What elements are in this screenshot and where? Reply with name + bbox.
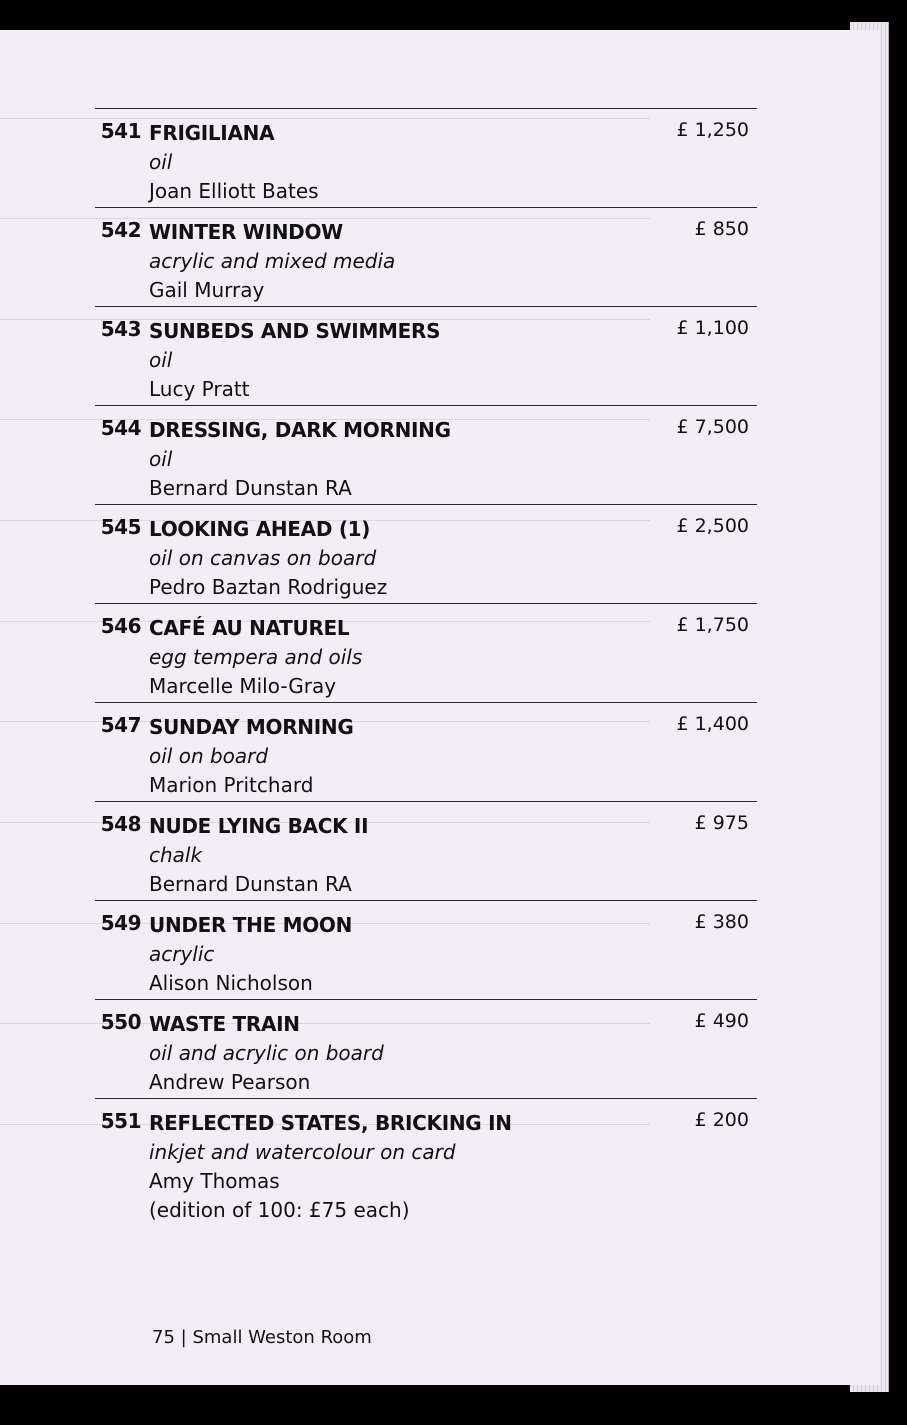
entry-medium: oil (149, 150, 173, 174)
catalogue-entry-544 (95, 405, 757, 504)
entry-number: 548 (100, 812, 141, 836)
entry-medium: oil and acrylic on board (149, 1041, 384, 1065)
entry-title: SUNDAY MORNING (149, 715, 354, 739)
catalogue-entry-545 (95, 504, 757, 603)
entry-details (149, 515, 669, 602)
entry-title: WINTER WINDOW (149, 220, 343, 244)
entry-medium: oil on canvas on board (149, 546, 377, 570)
entry-medium: acrylic (149, 942, 215, 966)
catalogue-page (0, 30, 880, 1385)
entry-number: 547 (100, 713, 141, 737)
entry-number: 541 (100, 119, 141, 143)
entry-price: £ 2,500 (676, 515, 749, 537)
entry-price: £ 1,100 (676, 317, 749, 339)
entry-medium: egg tempera and oils (149, 645, 363, 669)
catalogue-entry-549 (95, 900, 757, 999)
entry-title: UNDER THE MOON (149, 913, 353, 937)
entry-medium: oil on board (149, 744, 269, 768)
entry-artist: Pedro Baztan Rodriguez (149, 575, 388, 599)
entry-details (149, 713, 669, 800)
entry-title: FRIGILIANA (149, 121, 275, 145)
entry-medium: oil (149, 348, 173, 372)
entry-title: NUDE LYING BACK II (149, 814, 369, 838)
entry-details (149, 218, 669, 305)
catalogue-entry-543 (95, 306, 757, 405)
entry-price: £ 490 (694, 1010, 749, 1032)
entry-price: £ 200 (694, 1109, 749, 1131)
catalogue-entry-547 (95, 702, 757, 801)
entry-price: £ 850 (694, 218, 749, 240)
entry-artist: Andrew Pearson (149, 1070, 311, 1094)
entry-price: £ 7,500 (676, 416, 749, 438)
entry-price: £ 975 (694, 812, 749, 834)
entry-artist: Marion Pritchard (149, 773, 314, 797)
entry-number: 550 (100, 1010, 141, 1034)
entry-artist: Amy Thomas (149, 1169, 280, 1193)
entry-details (149, 911, 669, 998)
entry-title: DRESSING, DARK MORNING (149, 418, 451, 442)
entry-artist: Marcelle Milo-Gray (149, 674, 337, 698)
entry-details (149, 1010, 669, 1097)
entry-title: SUNBEDS AND SWIMMERS (149, 319, 441, 343)
entry-details (149, 119, 669, 206)
entry-medium: acrylic and mixed media (149, 249, 396, 273)
entry-number: 542 (100, 218, 141, 242)
entry-details (149, 812, 669, 899)
page-number: 75 (152, 1327, 175, 1348)
footer-separator: | (180, 1327, 187, 1348)
entry-number: 543 (100, 317, 141, 341)
entry-details (149, 317, 669, 404)
entry-title: WASTE TRAIN (149, 1012, 300, 1036)
entry-title: REFLECTED STATES, BRICKING IN (149, 1111, 512, 1135)
catalogue-entry-542 (95, 207, 757, 306)
entry-medium: chalk (149, 843, 203, 867)
entry-artist: Joan Elliott Bates (149, 179, 319, 203)
entry-artist: Alison Nicholson (149, 971, 313, 995)
entry-price: £ 380 (694, 911, 749, 933)
catalogue-entry-548 (95, 801, 757, 900)
entry-number: 549 (100, 911, 141, 935)
entry-title: CAFÉ AU NATUREL (149, 616, 350, 640)
entry-title: LOOKING AHEAD (1) (149, 517, 371, 541)
entry-price: £ 1,400 (676, 713, 749, 735)
entry-edition-note: (edition of 100: £75 each) (149, 1198, 410, 1222)
entry-number: 551 (100, 1109, 141, 1133)
entry-number: 545 (100, 515, 141, 539)
entry-artist: Gail Murray (149, 278, 265, 302)
entry-details (149, 1109, 669, 1225)
entry-artist: Bernard Dunstan RA (149, 476, 352, 500)
entry-details (149, 614, 669, 701)
catalogue-entry-541 (95, 108, 757, 207)
catalogue-entry-546 (95, 603, 757, 702)
catalogue-entry-550 (95, 999, 757, 1098)
entry-price: £ 1,750 (676, 614, 749, 636)
entry-number: 546 (100, 614, 141, 638)
entry-medium: oil (149, 447, 173, 471)
entry-details (149, 416, 669, 503)
catalogue-entries (95, 108, 757, 1228)
entry-number: 544 (100, 416, 141, 440)
entry-artist: Lucy Pratt (149, 377, 250, 401)
entry-medium: inkjet and watercolour on card (149, 1140, 456, 1164)
catalogue-entry-551 (95, 1098, 757, 1228)
entry-price: £ 1,250 (676, 119, 749, 141)
room-name: Small Weston Room (192, 1327, 372, 1348)
entry-artist: Bernard Dunstan RA (149, 872, 352, 896)
page-footer (152, 1327, 372, 1348)
